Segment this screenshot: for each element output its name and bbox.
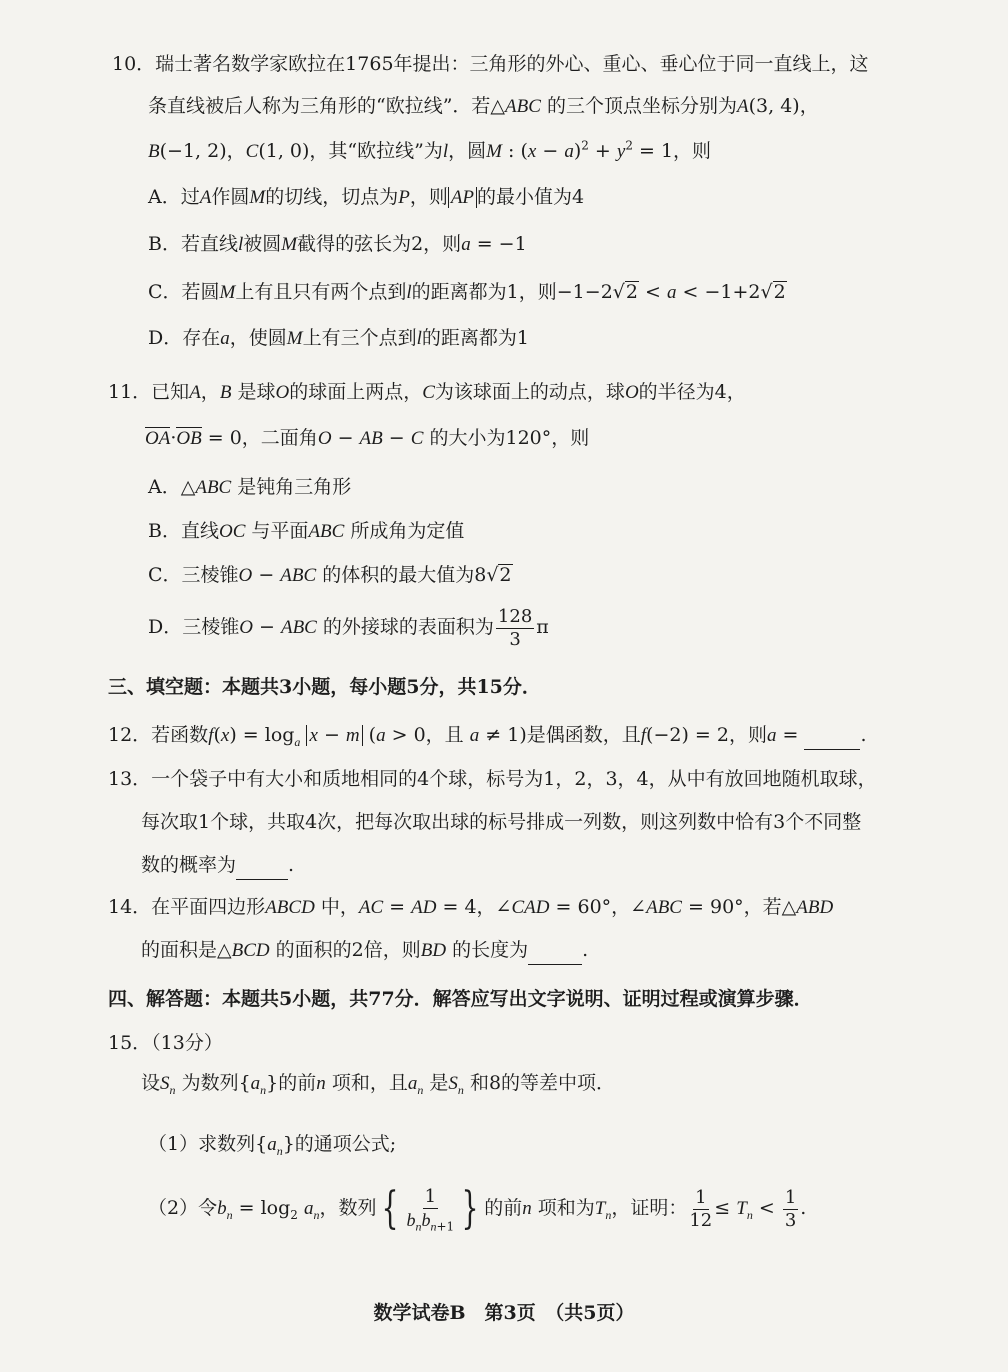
fraction-128-3: $\frac{128}{3}$ xyxy=(497,605,533,650)
section-fill-in-heading: 三、填空题：本题共3小题，每小题5分，共15分． xyxy=(108,676,541,698)
q11-line1: 11．已知A，B 是球O的球面上两点，C为该球面上的动点，球O的半径为4， xyxy=(108,381,746,403)
q12-line: 12．若函数$f(x) = \log_a x - m$ (a > 0，且 a ≠ 1)是偶函数，且f(−2) = 2，则a = . xyxy=(108,721,867,750)
q10-option-d: D．存在a，使圆M上有三个点到l的距离都为1 xyxy=(148,327,529,349)
q15-statement: 设$S_n$ 为数列$\{a_n\}$的前n 项和，且$a_n$ 是$S_n$ 和8的等差中项． xyxy=(141,1072,616,1097)
q15-part1: （1）求数列$\{a_n\}$的通项公式; xyxy=(148,1133,397,1158)
page-footer: 数学试卷B 第3页 （共5页） xyxy=(373,1302,635,1324)
q11-option-d: D．三棱锥O − ABC 的外接球的表面积为 $\frac{128}{3}$ π xyxy=(148,605,549,650)
section-answer-heading: 四、解答题：本题共5小题，共77分．解答应写出文字说明、证明过程或演算步骤． xyxy=(108,988,813,1010)
q13-line3: 数的概率为 . xyxy=(141,851,294,880)
q10-option-b: B．若直线l被圆M截得的弦长为2，则a = −1 xyxy=(148,233,527,255)
answer-blank-q12[interactable] xyxy=(804,721,860,750)
q11-option-a: A．△ABC 是钝角三角形 xyxy=(148,476,352,498)
q10-line1: 10．瑞士著名数学家欧拉在1765年提出：三角形的外心、重心、垂心位于同一直线上，这 xyxy=(112,53,869,75)
q15-part2: （2）令$b_n = \log_2 a_n$，数列 { $\frac{1}{b_nb_{n+1}}$ } 的前n 项和为$T_n$，证明： $\frac{1}{12}$ ≤ $T_n$ < $\frac{1}{3}$ . xyxy=(148,1183,807,1234)
q14-line1: 14．在平面四边形ABCD 中，AC = AD = 4，∠CAD = 60°，∠ABC = 90°，若△ABD xyxy=(108,896,834,918)
answer-blank-q14[interactable] xyxy=(528,936,582,965)
q10-option-c: C．若圆M上有且只有两个点到l的距离都为1，则−1−2√2 < a < −1+2√2 xyxy=(148,281,786,303)
q10-line2: 条直线被后人称为三角形的“欧拉线”．若△ABC 的三个顶点坐标分别为A(3, 4)， xyxy=(148,95,819,117)
q10-option-a: A．过A作圆M的切线，切点为P，则 AP 的最小值为4 xyxy=(148,186,585,208)
fraction-1-3: $\frac{1}{3}$ xyxy=(784,1186,797,1231)
fraction-1-12: $\frac{1}{12}$ xyxy=(689,1186,713,1231)
q11-line2: OA·OB = 0，二面角O − AB − C 的大小为120°，则 xyxy=(145,427,590,449)
q13-line1: 13．一个袋子中有大小和质地相同的4个球，标号为1，2，3，4，从中有放回地随机取球， xyxy=(108,768,877,790)
q10-line3: B(−1, 2)，C(1, 0)，其“欧拉线”为l，圆M : $(x - a)^2 + y^2 = 1$，则 xyxy=(148,138,712,162)
q14-line2: 的面积是△BCD 的面积的2倍，则BD 的长度为 . xyxy=(141,936,588,965)
q11-option-b: B．直线OC 与平面ABC 所成角为定值 xyxy=(148,520,465,542)
q11-option-c: C．三棱锥O − ABC 的体积的最大值为8√2 xyxy=(148,564,512,586)
q13-line2: 每次取1个球，共取4次，把每次取出球的标号排成一列数，则这列数中恰有3个不同整 xyxy=(141,811,862,833)
sequence-braces: { $\frac{1}{b_nb_{n+1}}$ } xyxy=(382,1183,479,1234)
q15-heading: 15．（13分） xyxy=(108,1032,223,1054)
answer-blank-q13[interactable] xyxy=(236,851,288,880)
